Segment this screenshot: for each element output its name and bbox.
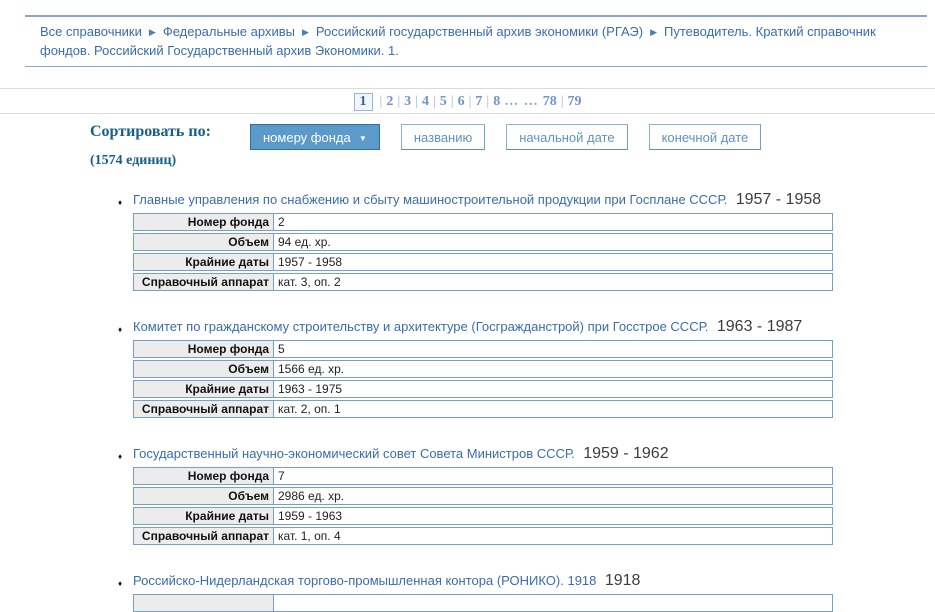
breadcrumb-separator-icon: ▶ [650, 27, 657, 37]
pagination-page-link[interactable]: 2 [386, 94, 394, 109]
pagination-separator: | [415, 94, 418, 109]
pagination-band [0, 88, 935, 114]
sort-button-active[interactable]: номеру фонда ▼ [250, 124, 380, 150]
fund-title-link[interactable]: Главные управления по снабжению и сбыту машиностроительной продукции при Госплане СССР. [133, 192, 728, 207]
breadcrumb-link[interactable]: Все справочники [40, 24, 142, 39]
breadcrumb-link[interactable]: Путеводитель. Краткий справочник фондов. Российский Государственный архив Экономики. 1. [40, 24, 876, 58]
sort-button-inactive[interactable]: конечной дате [649, 124, 762, 150]
field-value: 5 [278, 342, 285, 356]
field-label: Справочный аппарат [134, 401, 274, 417]
bullet-icon: ♦ [118, 198, 123, 207]
field-label: Объем [134, 488, 274, 504]
field-value: 1959 - 1963 [278, 509, 343, 523]
bullet-icon: ♦ [118, 452, 123, 461]
table-row [133, 594, 833, 612]
field-value [274, 595, 832, 611]
sort-section [90, 123, 935, 169]
pagination-separator: | [432, 94, 436, 109]
results-count: (1574 единиц) [90, 153, 177, 168]
fund-heading [118, 318, 935, 335]
sort-label: Сортировать по: [90, 123, 211, 140]
pagination-page-link[interactable]: 78 [542, 94, 557, 109]
pagination-separator: | [486, 94, 490, 109]
breadcrumb-separator-icon: ▶ [301, 27, 309, 37]
pagination-ellipsis: … … [504, 94, 539, 109]
breadcrumb-link[interactable]: Российский государственный архив экономики (РГАЭ) [315, 24, 644, 39]
table-row [133, 340, 833, 358]
pagination-current-page: 1 [354, 93, 373, 111]
pagination-page-link[interactable]: 8 [493, 94, 501, 109]
field-value: 1566 ед. хр. [278, 362, 345, 376]
field-value: 1957 - 1958 [278, 255, 343, 269]
fund-heading [118, 445, 935, 462]
fund-heading [118, 191, 935, 208]
field-label [134, 595, 274, 611]
bullet-icon: ♦ [118, 325, 123, 334]
fund-details-table [133, 594, 833, 612]
pagination-separator: | [450, 94, 454, 109]
field-label: Объем [134, 361, 274, 377]
table-row [133, 487, 833, 505]
table-row [133, 400, 833, 418]
field-value: кат. 2, оп. 1 [278, 402, 341, 416]
breadcrumb-separator-icon: ▶ [148, 27, 156, 37]
field-label: Номер фонда [134, 214, 274, 230]
fund-dates: 1959 - 1962 [583, 445, 669, 462]
fund-dates: 1963 - 1987 [716, 318, 803, 335]
field-label: Крайние даты [134, 254, 274, 270]
field-value: 1963 - 1975 [278, 382, 343, 396]
pagination-page-link[interactable]: 7 [475, 94, 483, 109]
pagination-page-link[interactable]: 3 [404, 94, 412, 109]
fund-entry [118, 191, 935, 291]
fund-entry [118, 445, 935, 545]
field-label: Крайние даты [134, 381, 274, 397]
sort-button-inactive[interactable]: начальной дате [506, 124, 627, 150]
fund-dates: 1918 [604, 572, 641, 589]
fund-entry [118, 572, 935, 612]
table-row [133, 213, 833, 231]
fund-dates: 1957 - 1958 [735, 191, 822, 208]
field-value: кат. 3, оп. 2 [278, 275, 341, 289]
field-label: Номер фонда [134, 468, 274, 484]
table-row [133, 273, 833, 291]
fund-title-link[interactable]: Государственный научно-экономический совет Совета Министров СССР. [133, 446, 575, 461]
field-value: 7 [278, 469, 285, 483]
sort-label-column [90, 123, 250, 169]
pagination-page-link[interactable]: 79 [567, 94, 582, 109]
table-row [133, 380, 833, 398]
pagination-separator: | [468, 94, 472, 109]
pagination-separator: | [560, 94, 564, 109]
field-value: 94 ед. хр. [278, 235, 331, 249]
field-value: кат. 1, оп. 4 [278, 529, 341, 543]
pagination-separator: | [379, 94, 383, 109]
field-label: Крайние даты [134, 508, 274, 524]
breadcrumb-band [25, 15, 927, 67]
field-value: 2986 ед. хр. [278, 489, 345, 503]
dropdown-arrow-icon: ▼ [356, 133, 367, 143]
field-label: Объем [134, 234, 274, 250]
fund-details-table [133, 340, 833, 418]
fund-title-link[interactable]: Комитет по гражданскому строительству и архитектуре (Госгражданстрой) при Госстрое СССР. [133, 319, 709, 334]
fund-heading [118, 572, 935, 589]
sort-button-inactive[interactable]: названию [401, 124, 485, 150]
bullet-icon: ♦ [118, 579, 123, 588]
fund-details-table [133, 467, 833, 545]
table-row [133, 233, 833, 251]
sort-buttons [250, 124, 761, 150]
table-row [133, 360, 833, 378]
pagination [354, 93, 582, 111]
field-label: Справочный аппарат [134, 528, 274, 544]
pagination-page-link[interactable]: 5 [439, 94, 447, 109]
field-label: Справочный аппарат [134, 274, 274, 290]
pagination-page-link[interactable]: 4 [421, 94, 429, 109]
fund-list [118, 191, 935, 612]
table-row [133, 507, 833, 525]
table-row [133, 253, 833, 271]
field-label: Номер фонда [134, 341, 274, 357]
field-value: 2 [278, 215, 285, 229]
fund-title-link[interactable]: Российско-Нидерландская торгово-промышленная контора (РОНИКО). 1918 [133, 573, 597, 588]
breadcrumb [40, 23, 917, 60]
fund-details-table [133, 213, 833, 291]
breadcrumb-link[interactable]: Федеральные архивы [162, 24, 295, 39]
pagination-separator: | [397, 94, 401, 109]
table-row [133, 467, 833, 485]
pagination-page-link[interactable]: 6 [457, 94, 465, 109]
fund-entry [118, 318, 935, 418]
table-row [133, 527, 833, 545]
